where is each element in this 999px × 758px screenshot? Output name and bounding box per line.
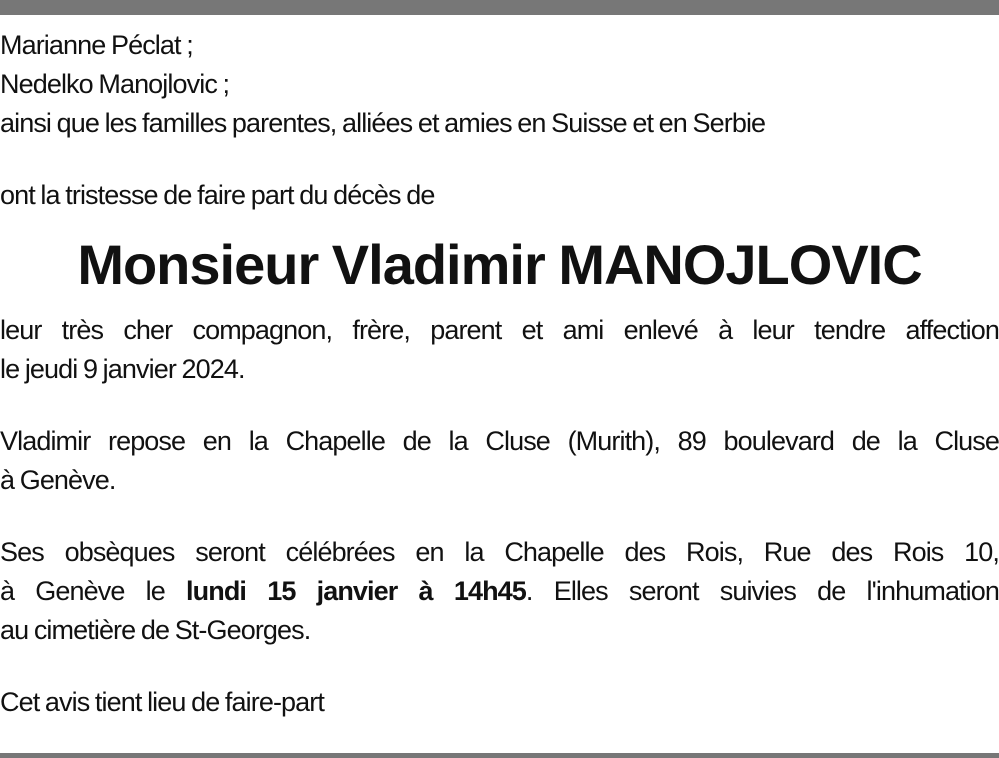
deceased-name: Monsieur Vladimir MANOJLOVIC xyxy=(77,233,922,296)
funeral-date-time: lundi 15 janvier à 14h45 xyxy=(186,576,526,606)
mourner-line-2: Nedelko Manojlovic ; xyxy=(0,69,230,99)
closing-text: Cet avis tient lieu de faire-part xyxy=(0,687,324,717)
relationship-line-2: le jeudi 9 janvier 2024. xyxy=(0,354,245,384)
rest-place-line-2: à Genève. xyxy=(0,465,116,495)
spacer xyxy=(0,389,999,422)
funeral-line-2 xyxy=(0,572,999,611)
rest-place-line-1: Vladimir repose en la Chapelle de la Cluse (Murith), 89 boulevard de la Cluse xyxy=(0,426,999,456)
funeral-line-3: au cimetière de St-Georges. xyxy=(0,615,311,645)
funeral-line-2-prefix: à Genève le xyxy=(0,576,187,606)
relationship-line-1: leur très cher compagnon, frère, parent et ami enlevé à leur tendre affection xyxy=(0,315,999,345)
funeral-line-1: Ses obsèques seront célébrées en la Chapelle des Rois, Rue des Rois 10, xyxy=(0,537,999,567)
funeral-line-2-suffix: . Elles seront suivies de l'inhumation xyxy=(525,576,999,606)
top-border-rule xyxy=(0,0,999,15)
mourner-line-3: ainsi que les familles parentes, alliées et amies en Suisse et en Serbie xyxy=(0,108,766,138)
spacer xyxy=(0,500,999,533)
mourner-line-1: Marianne Péclat ; xyxy=(0,30,193,60)
spacer xyxy=(0,143,999,176)
death-notice xyxy=(0,26,999,722)
spacer xyxy=(0,650,999,683)
bottom-border-rule xyxy=(0,753,999,758)
announcement-text: ont la tristesse de faire part du décès de xyxy=(0,180,435,210)
